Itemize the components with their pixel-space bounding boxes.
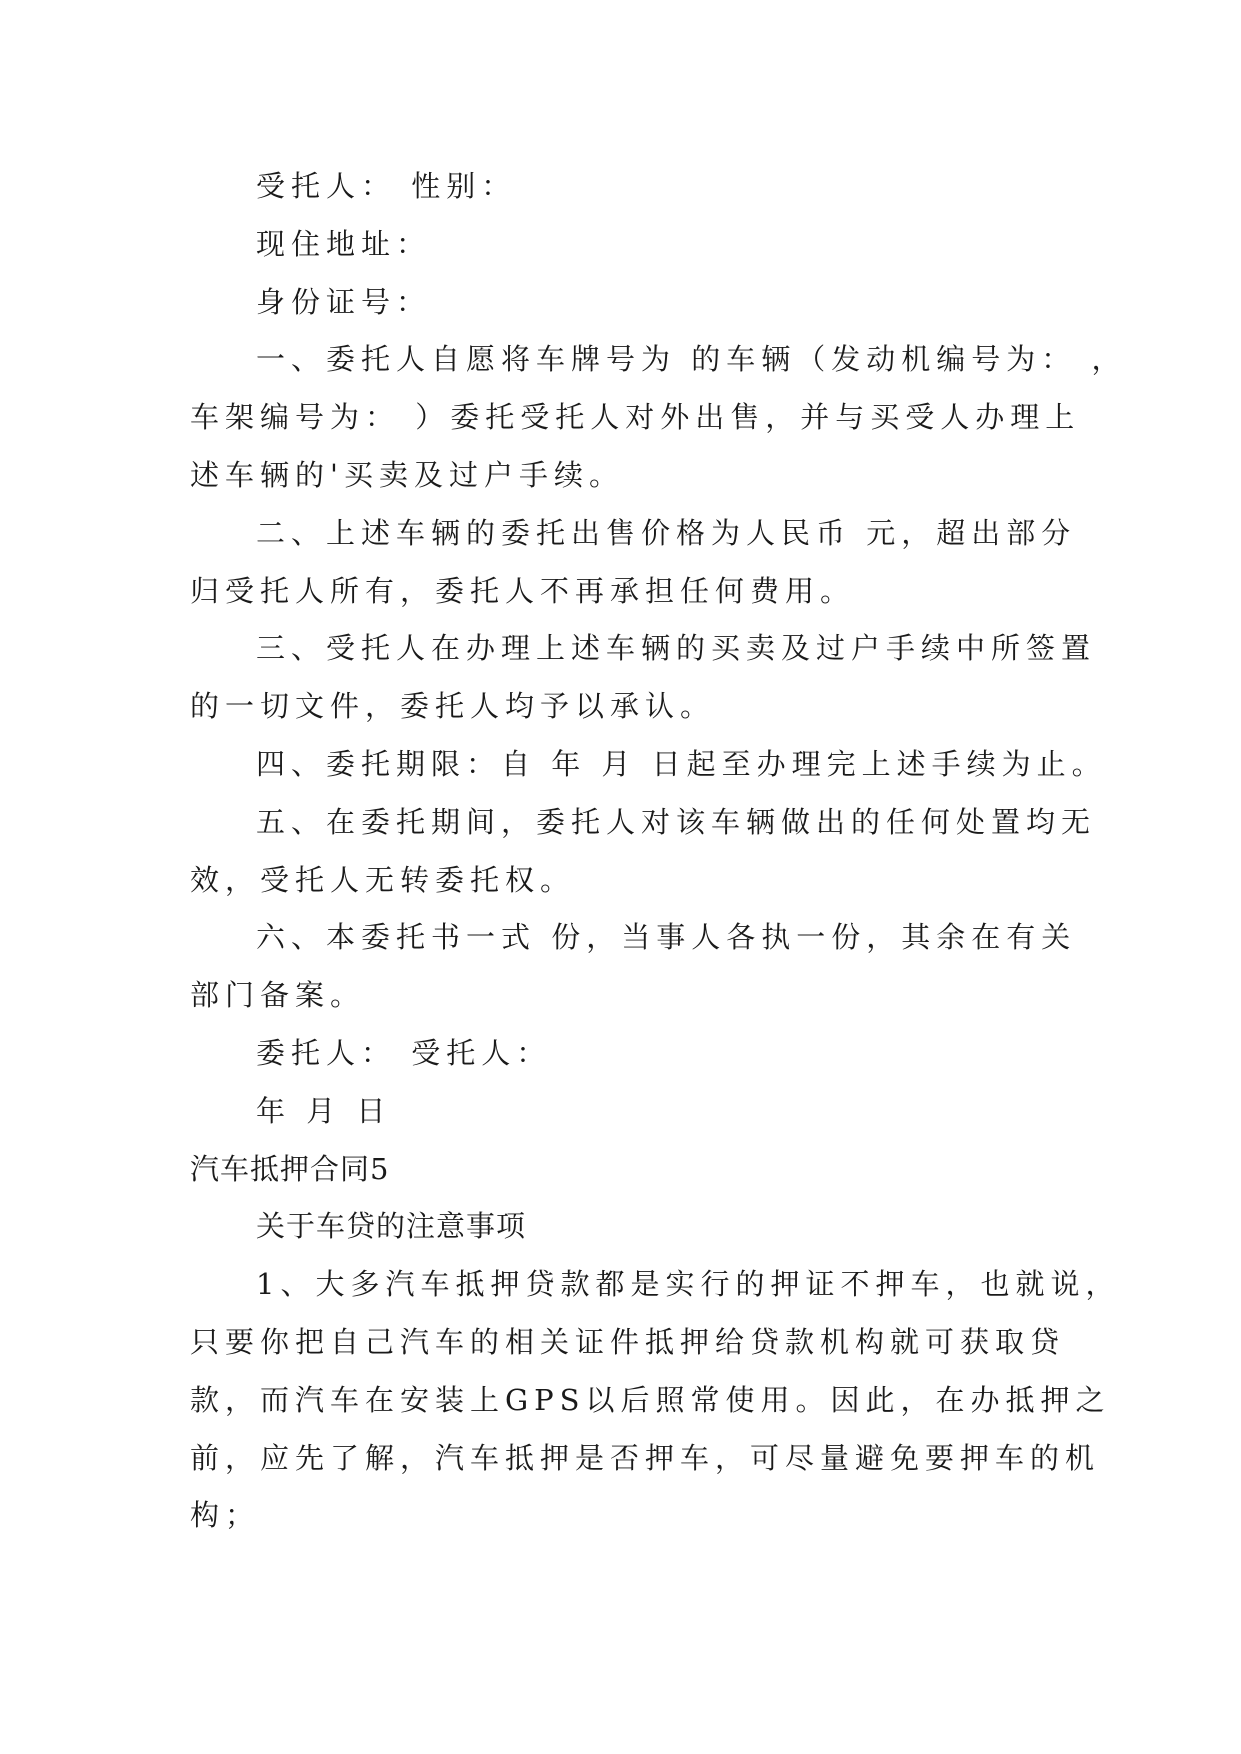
subheading: 关于车贷的注意事项 [256,1209,527,1243]
text-line: 款，而汽车在安装上GPS以后照常使用。因此，在办抵押之 [190,1383,1111,1417]
text-line: 二、上述车辆的委托出售价格为人民币 元，超出部分 [256,516,1077,550]
text-line: 1、大多汽车抵押贷款都是实行的押证不押车，也就说， [256,1267,1121,1301]
text-line: 四、委托期限：自 年 月 日起至办理完上述手续为止。 [256,747,1107,781]
text-line: 年 月 日 [256,1094,392,1128]
text-line: 六、本委托书一式 份，当事人各执一份，其余在有关 [256,920,1077,954]
text-line: 效，受托人无转委托权。 [190,863,576,897]
text-line: 三、受托人在办理上述车辆的买卖及过户手续中所签置 [256,631,1097,665]
text-line: 委托人： 受托人： [256,1036,552,1070]
text-line: 构； [190,1498,261,1532]
text-line: 前，应先了解，汽车抵押是否押车，可尽量避免要押车的机 [190,1441,1101,1475]
text-line: 述车辆的'买卖及过户手续。 [190,458,624,492]
text-line: 一、委托人自愿将车牌号为 的车辆（发动机编号为： ， [256,342,1127,376]
text-line: 只要你把自己汽车的相关证件抵押给贷款机构就可获取贷 [190,1325,1066,1359]
section-heading: 汽车抵押合同5 [190,1152,390,1186]
text-line: 的一切文件，委托人均予以承认。 [190,689,716,723]
text-line: 车架编号为： ）委托受托人对外出售，并与买受人办理上 [190,400,1081,434]
text-line: 归受托人所有，委托人不再承担任何费用。 [190,574,856,608]
text-line: 部门备案。 [190,978,366,1012]
text-line: 身份证号： [256,285,432,319]
text-line: 受托人： 性别： [256,169,517,203]
text-line: 现住地址： [256,227,432,261]
text-line: 五、在委托期间，委托人对该车辆做出的任何处置均无 [256,805,1097,839]
